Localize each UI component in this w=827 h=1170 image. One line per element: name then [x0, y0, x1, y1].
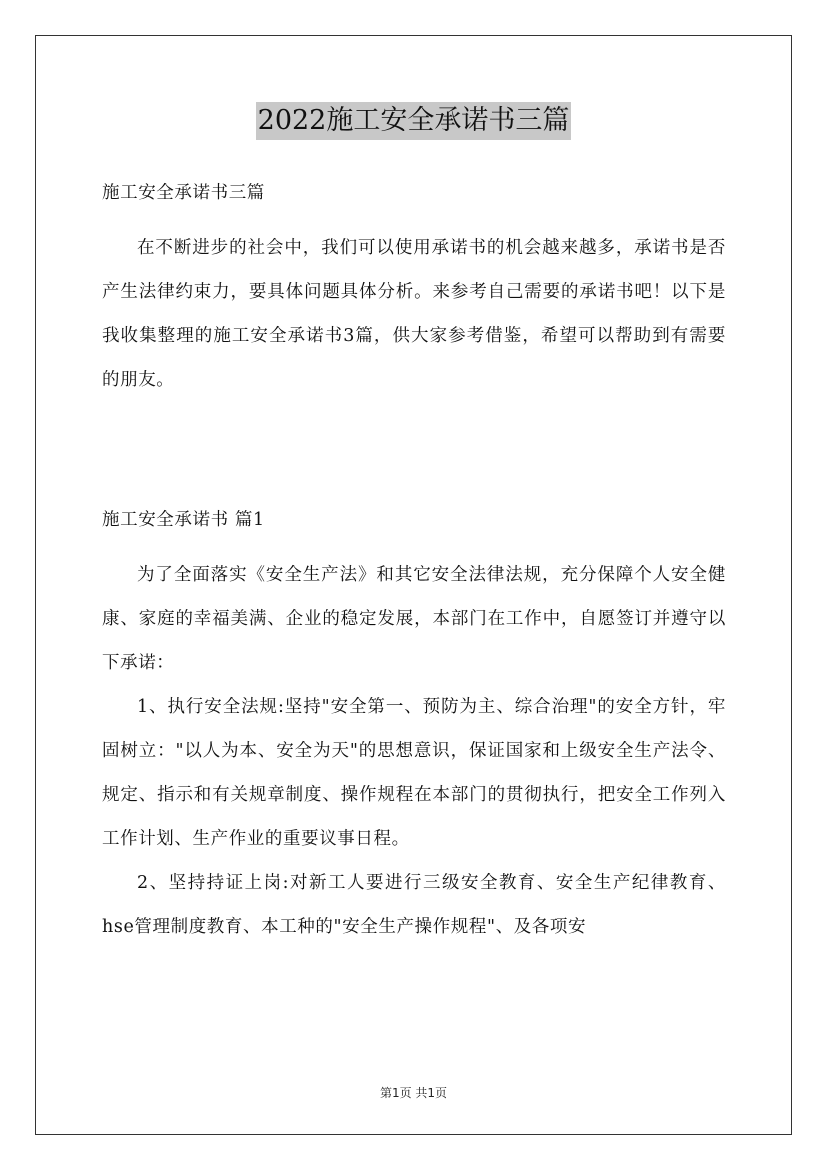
intro-paragraph: 在不断进步的社会中，我们可以使用承诺书的机会越来越多，承诺书是否产生法律约束力，要具体问题具体分析。来参考自己需要的承诺书吧！以下是我收集整理的施工安全承诺书3篇，供大家参考借鉴，希望可以帮助到有需要的朋友。	[102, 238, 726, 390]
page-footer: 第1页 共1页	[379, 1086, 448, 1100]
intro-heading: 施工安全承诺书三篇	[102, 183, 265, 203]
section1-paragraph: 为了全面落实《安全生产法》和其它安全法律法规，充分保障个人安全健康、家庭的幸福美满、企业的稳定发展，本部门在工作中，自愿签订并遵守以下承诺：	[102, 565, 726, 673]
section1-paragraph: 2、坚持持证上岗:对新工人要进行三级安全教育、安全生产纪律教育、hse管理制度教育、本工种的"安全生产操作规程"、及各项安	[102, 873, 726, 937]
section1-heading: 施工安全承诺书 篇1	[102, 510, 265, 530]
intro-block	[102, 226, 726, 402]
section1-paragraph: 1、执行安全法规:坚持"安全第一、预防为主、综合治理"的安全方针，牢固树立："以人为本、安全为天"的思想意识，保证国家和上级安全生产法令、规定、指示和有关规章制度、操作规程在本部门的贯彻执行，把安全工作列入工作计划、生产作业的重要议事日程。	[102, 697, 726, 849]
title-wrapper	[0, 102, 827, 140]
document-title: 2022施工安全承诺书三篇	[256, 102, 572, 140]
section1-block	[102, 553, 726, 949]
